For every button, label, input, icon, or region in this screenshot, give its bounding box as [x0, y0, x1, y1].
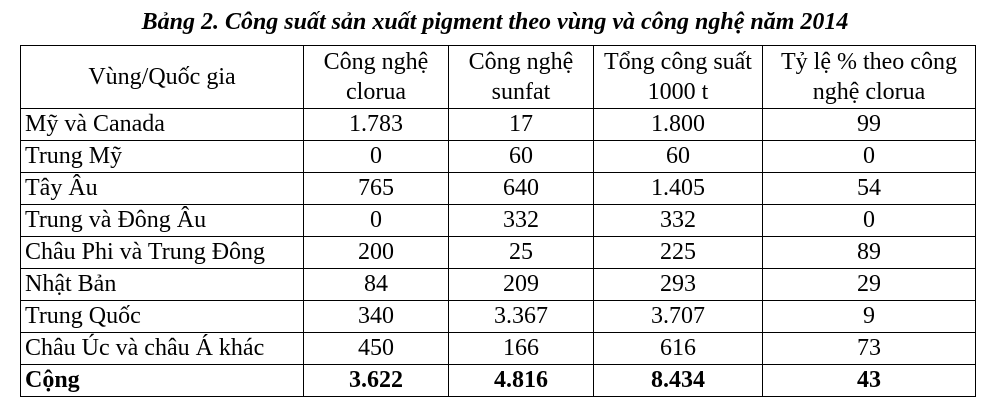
table-row — [21, 301, 976, 333]
chloride-percent-cell: 29 — [763, 269, 976, 301]
table-row — [21, 205, 976, 237]
header-total-capacity: Tổng công suất 1000 t — [594, 46, 763, 109]
region-cell: Nhật Bản — [21, 269, 304, 301]
chloride-percent-cell: 54 — [763, 173, 976, 205]
region-cell: Trung Mỹ — [21, 141, 304, 173]
table-row — [21, 269, 976, 301]
total-capacity-cell: 1.405 — [594, 173, 763, 205]
region-cell: Trung Quốc — [21, 301, 304, 333]
chloride-percent-cell: 89 — [763, 237, 976, 269]
chloride-percent-cell: 73 — [763, 333, 976, 365]
chloride-cell: 0 — [304, 205, 449, 237]
chloride-percent-cell: 0 — [763, 141, 976, 173]
region-cell: Mỹ và Canada — [21, 109, 304, 141]
total-capacity-cell: 225 — [594, 237, 763, 269]
table-header-row — [21, 46, 976, 109]
sulfate-cell: 640 — [449, 173, 594, 205]
total-capacity-cell: 1.800 — [594, 109, 763, 141]
chloride-cell: 0 — [304, 141, 449, 173]
total-capacity-cell: 616 — [594, 333, 763, 365]
chloride-percent-cell: 99 — [763, 109, 976, 141]
chloride-percent-cell: 9 — [763, 301, 976, 333]
sulfate-cell: 209 — [449, 269, 594, 301]
chloride-cell: 1.783 — [304, 109, 449, 141]
chloride-cell: 450 — [304, 333, 449, 365]
table-row — [21, 237, 976, 269]
total-capacity-cell: 332 — [594, 205, 763, 237]
total-row — [21, 365, 976, 397]
sulfate-cell: 332 — [449, 205, 594, 237]
total-capacity-cell: 293 — [594, 269, 763, 301]
total-capacity-cell: 60 — [594, 141, 763, 173]
total-label: Cộng — [21, 365, 304, 397]
table-row — [21, 333, 976, 365]
region-cell: Tây Âu — [21, 173, 304, 205]
header-sulfate: Công nghệ sunfat — [449, 46, 594, 109]
header-chloride: Công nghệ clorua — [304, 46, 449, 109]
chloride-cell: 200 — [304, 237, 449, 269]
region-cell: Trung và Đông Âu — [21, 205, 304, 237]
sulfate-cell: 3.367 — [449, 301, 594, 333]
table-caption: Bảng 2. Công suất sản xuất pigment theo vùng và công nghệ năm 2014 — [141, 9, 849, 35]
region-cell: Châu Úc và châu Á khác — [21, 333, 304, 365]
sulfate-cell: 166 — [449, 333, 594, 365]
sulfate-cell: 60 — [449, 141, 594, 173]
capacity-table — [20, 45, 976, 397]
chloride-cell: 84 — [304, 269, 449, 301]
total-chloride-percent: 43 — [763, 365, 976, 397]
table-row — [21, 141, 976, 173]
table-row — [21, 173, 976, 205]
header-chloride-percent: Tỷ lệ % theo công nghệ clorua — [763, 46, 976, 109]
table-row — [21, 109, 976, 141]
sulfate-cell: 17 — [449, 109, 594, 141]
total-capacity: 8.434 — [594, 365, 763, 397]
chloride-cell: 765 — [304, 173, 449, 205]
total-capacity-cell: 3.707 — [594, 301, 763, 333]
header-region: Vùng/Quốc gia — [21, 46, 304, 109]
sulfate-cell: 25 — [449, 237, 594, 269]
region-cell: Châu Phi và Trung Đông — [21, 237, 304, 269]
total-sulfate: 4.816 — [449, 365, 594, 397]
total-chloride: 3.622 — [304, 365, 449, 397]
chloride-percent-cell: 0 — [763, 205, 976, 237]
chloride-cell: 340 — [304, 301, 449, 333]
